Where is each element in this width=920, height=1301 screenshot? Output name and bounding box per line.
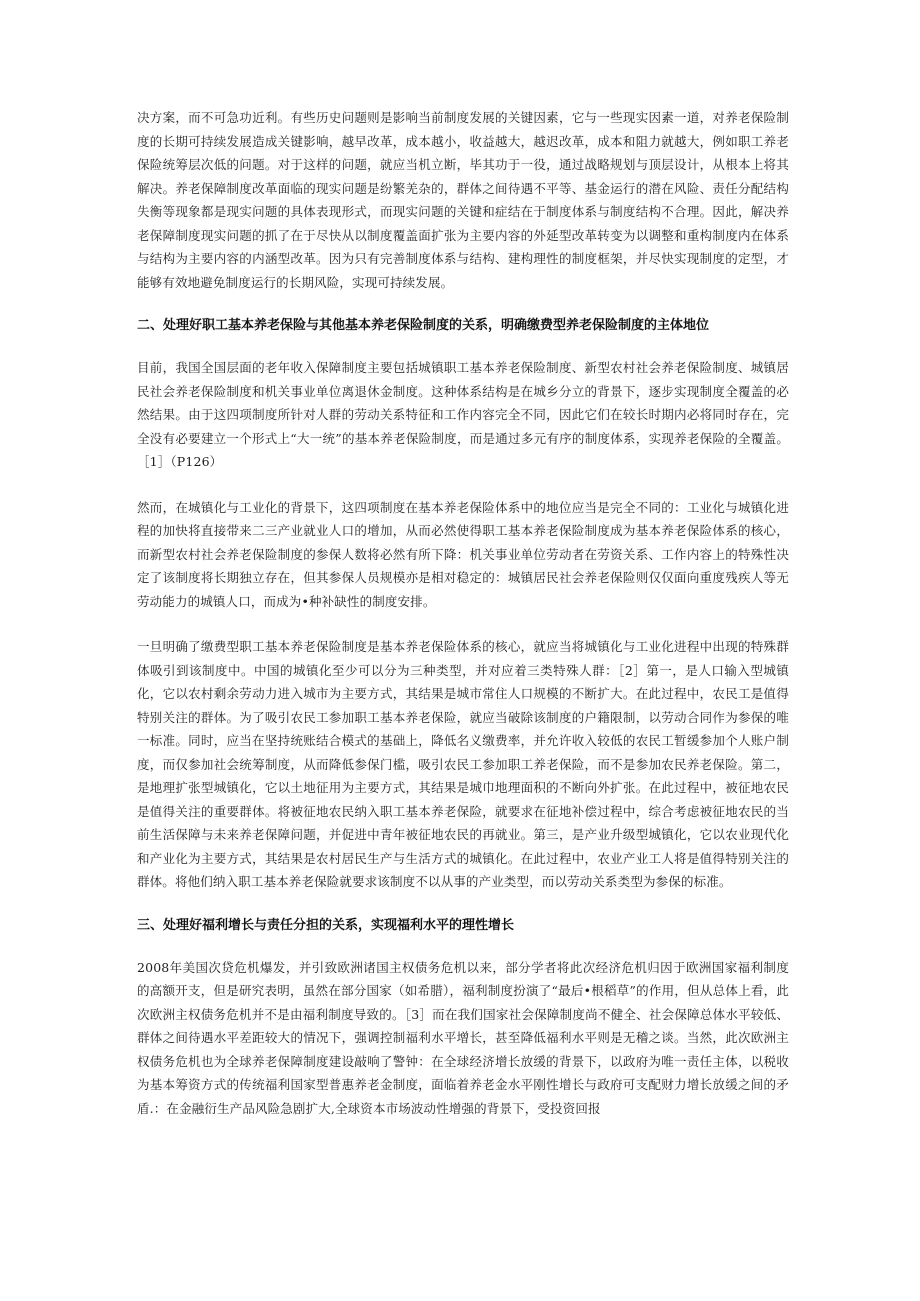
- spacer: [137, 474, 789, 496]
- paragraph-2-1: 目前，我国全国层面的老年收入保障制度主要包括城镇职工基本养老保险制度、新型农村社会养老保险制度、城镇居民社会养老保险制度和机关事业单位离退休金制度。这种体系结构是在城乡分立的背景下，逐步实现制度全覆盖的必然结果。由于这四项制度所针对人群的劳动关系特征和工作内容完全不同，因此它们在较长时期内必将同时存在，完全没有必要建立一个形式上“大一统”的基本养老保险制度，而是通过多元有序的制度体系，实现养老保险的全覆盖。［1］（P126）: [137, 360, 789, 469]
- spacer: [137, 613, 789, 635]
- spacer: [137, 936, 789, 956]
- paragraph-2-2: 然而，在城镇化与工业化的背景下，这四项制度在基本养老保险体系中的地位应当是完全不同的：工业化与城镇化进程的加快将直接带来二三产业就业人口的增加，从而必然使得职工基本养老保险制度成为基本养老保险体系的核心，而新型农村社会养老保险制度的参保人数将必然有所下降：机关事业单位劳动者在劳资关系、工作内容上的特殊性决定了该制度将长期独立存在，但其参保人员规模亦是相对稳定的：城镇居民社会养老保险则仅仅面向重度残疾人等无劳动能力的城镇人口，而成为•种补缺性的制度安排。: [137, 499, 789, 609]
- paragraph-intro: 决方案，而不可急功近利。有些历史问题则是影响当前制度发展的关键因素，它与一些现实因素一道，对养老保险制度的长期可持续发展造成关键影响，越早改革，成本越小，收益越大，越迟改革，成本和阻力就越大，例如职工养老保险统筹层次低的问题。对于这样的问题，就应当机立断，毕其功于一役，通过战略规划与顶层设计，从根本上将其解决。养老保障制度改革面临的现实问题是纷繁羌杂的，群体之间待遇不平等、基金运行的潜在风险、责任分配结构失衡等现象都是现实问题的具体表现形式，而现实问题的关键和症结在于制度体系与制度结构不合理。因此，解决养老保障制度现实问题的抓了在于尽快从以制度覆盖面扩张为主要内容的外延型改革转变为以调整和重构制度内在体系与结构为主要内容的内涵型改革。因为只有完善制度体系与结构、建构理性的制度框架，并尽快实现制度的定型，才能够有效地避免制度运行的长期风险，实现可持续发展。: [137, 110, 789, 290]
- spacer: [137, 294, 789, 316]
- spacer: [137, 894, 789, 916]
- paragraph-2-3: 一旦明确了缴费型职工基本养老保险制度是基本养老保险体系的核心，就应当将城镇化与工业化进程中出现的特殊群体吸引到该制度中。中国的城镇化至少可以分为三种类型，并对应着三类特殊人群：［2］第一，是人口输入型城镇化，它以农村剩余劳动力进入城市为主要方式，其结果是城市常住人口规模的不断扩大。在此过程中，农民工是值得特别关注的群体。为了吸引农民工参加职工基本养老保险，就应当破除该制度的户籍限制，以劳动合同作为参保的唯一标准。同时，应当在坚持统账结合模式的基础上，降低名义缴费率，并允许收入较低的农民工暂缓参加个人账户制度，而仅参加社会统筹制度，从而降低参保门槛，吸引农民工参加职工养老保险，而不是参加农民养老保险。第二，是地理扩张型城镇化，它以土地征用为主要方式，其结果是城巾地理面积的不断向外扩张。在此过程中，被征地农民是值得关注的重要群体。将被征地农民纳入职工基本养老保险，就要求在征地补偿过程中，综合考虑被征地农民的当前生活保障与未来养老保障问题，并促进中青年被征地农民的再就业。第三，是产业升级型城镇化，它以农业现代化和产业化为主要方式，其结果是农村居民生产与生活方式的城镇化。在此过程中，农业产业工人将是值得特别关注的群体。将他们纳入职工基本养老保险就要求该制度不以从事的产业类型，而以劳动关系类型为参保的标准。: [137, 639, 789, 889]
- section-heading-2: 二、处理好职工基本养老保险与其他基本养老保险制度的关系，明确缴费型养老保险制度的主体地位: [137, 318, 710, 333]
- paragraph-3-1: 2008年美国次贷危机爆发，并引致欧洲诸国主权债务危机以来，部分学者将此次经济危机归因于欧洲国家福利制度的高额开支，但是研究表明，虽然在部分国家（如希腊），福利制度扮演了“最后•根稻草”的作用，但从总体上看，此次欧洲主权债务危机并不是由福利制度导致的。［3］而在我们国家社会保障制度尚不健全、社会保障总体水平较低、群体之间待遇水平差距较大的情况下，强调控制福利水平增长，甚至降低福利水平则是无稽之谈。当然，此次欧洲主权债务危机也为全球养老保障制度建设敲响了警钟：在全球经济增长放缓的背景下，以政府为唯一责任主体，以税收为基本筹资方式的传统福利国家型普惠养老金制度，面临着养老金水平刚性增长与政府可支配财力增长放缓之间的矛盾.：在金融衍生产品风险急剧扩大,全球资本市场波动性增强的背景下，受投资回报: [137, 959, 789, 1116]
- document-page: [137, 106, 789, 1120]
- section-heading-3: 三、处理好福利增长与责任分担的关系，实现福利水平的理性增长: [137, 917, 515, 933]
- spacer: [137, 336, 789, 356]
